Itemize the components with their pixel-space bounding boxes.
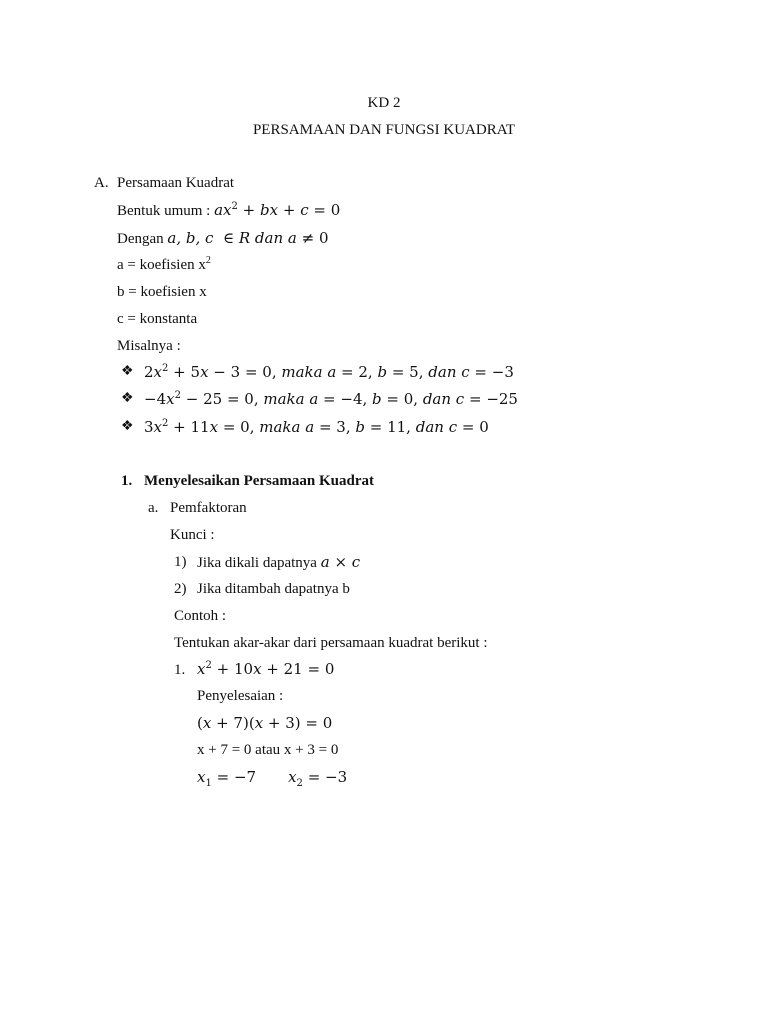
key-label: Kunci : xyxy=(170,527,215,543)
linear-factors-line: x + 7 = 0 atau x + 3 = 0 xyxy=(197,742,339,758)
section-1-marker: 1. xyxy=(121,473,133,489)
section-a-title: Persamaan Kuadrat xyxy=(117,175,235,191)
coefficient-a-sup: 2 xyxy=(205,255,211,266)
key-2-marker: 2) xyxy=(174,581,187,597)
key-1-marker: 1) xyxy=(174,554,187,570)
kd-heading: KD 2 xyxy=(367,95,401,111)
coefficient-a-text: a = koefisien x xyxy=(117,257,206,273)
factored-form: (x + 7)(x + 3) = 0 xyxy=(197,714,333,732)
diamond-bullet-icon: ❖ xyxy=(121,391,134,406)
section-1-title: Menyelesaikan Persamaan Kuadrat xyxy=(144,473,374,489)
condition-label: Dengan xyxy=(117,231,168,247)
key-1-text: Jika dikali dapatnya xyxy=(197,555,321,571)
roots-line: $x_1 = -7$ $x_2 = -3$ xyxy=(197,768,348,789)
exercise-1-equation: $x^2 + 10x + 21 = 0$ xyxy=(197,660,335,678)
section-a-marker: A. xyxy=(94,175,109,191)
constant-c-line: c = konstanta xyxy=(117,311,198,327)
example-equation-2: $-4x^2 - 25 = 0$, maka a = −4, b = 0, dan c = −25 xyxy=(144,390,518,408)
key-1-math: a × c xyxy=(320,553,361,571)
solution-label: Penyelesaian : xyxy=(197,688,284,704)
subsection-a-title: Pemfaktoran xyxy=(170,500,247,516)
instruction-text: Tentukan akar-akar dari persamaan kuadrat berikut : xyxy=(174,635,488,651)
coefficient-b-line: b = koefisien x xyxy=(117,284,207,300)
general-form-line xyxy=(117,201,340,220)
general-form-equation: $ax^2$ + bx + c = 0 xyxy=(214,201,341,219)
page-title: PERSAMAAN DAN FUNGSI KUADRAT xyxy=(252,122,516,138)
diamond-bullet-icon: ❖ xyxy=(121,419,134,434)
examples-label: Misalnya : xyxy=(117,338,181,354)
coefficient-a-line xyxy=(117,256,211,274)
condition-math: a, b, c ∈ R dan a ≠ 0 xyxy=(167,229,329,247)
example-equation-1: $2x^2 + 5x - 3 = 0$, maka a = 2, b = 5, dan c = −3 xyxy=(144,363,514,381)
example-label: Contoh : xyxy=(174,608,227,624)
exercise-1-marker: 1. xyxy=(174,662,186,678)
key-1-line xyxy=(197,553,360,572)
general-form-label: Bentuk umum : xyxy=(117,203,215,219)
key-2-text: Jika ditambah dapatnya b xyxy=(197,581,350,597)
condition-line xyxy=(117,229,329,248)
diamond-bullet-icon: ❖ xyxy=(121,364,134,379)
subsection-a-marker: a. xyxy=(148,500,159,516)
example-equation-3: $3x^2 + 11x = 0$, maka a = 3, b = 11, dan c = 0 xyxy=(144,418,489,436)
